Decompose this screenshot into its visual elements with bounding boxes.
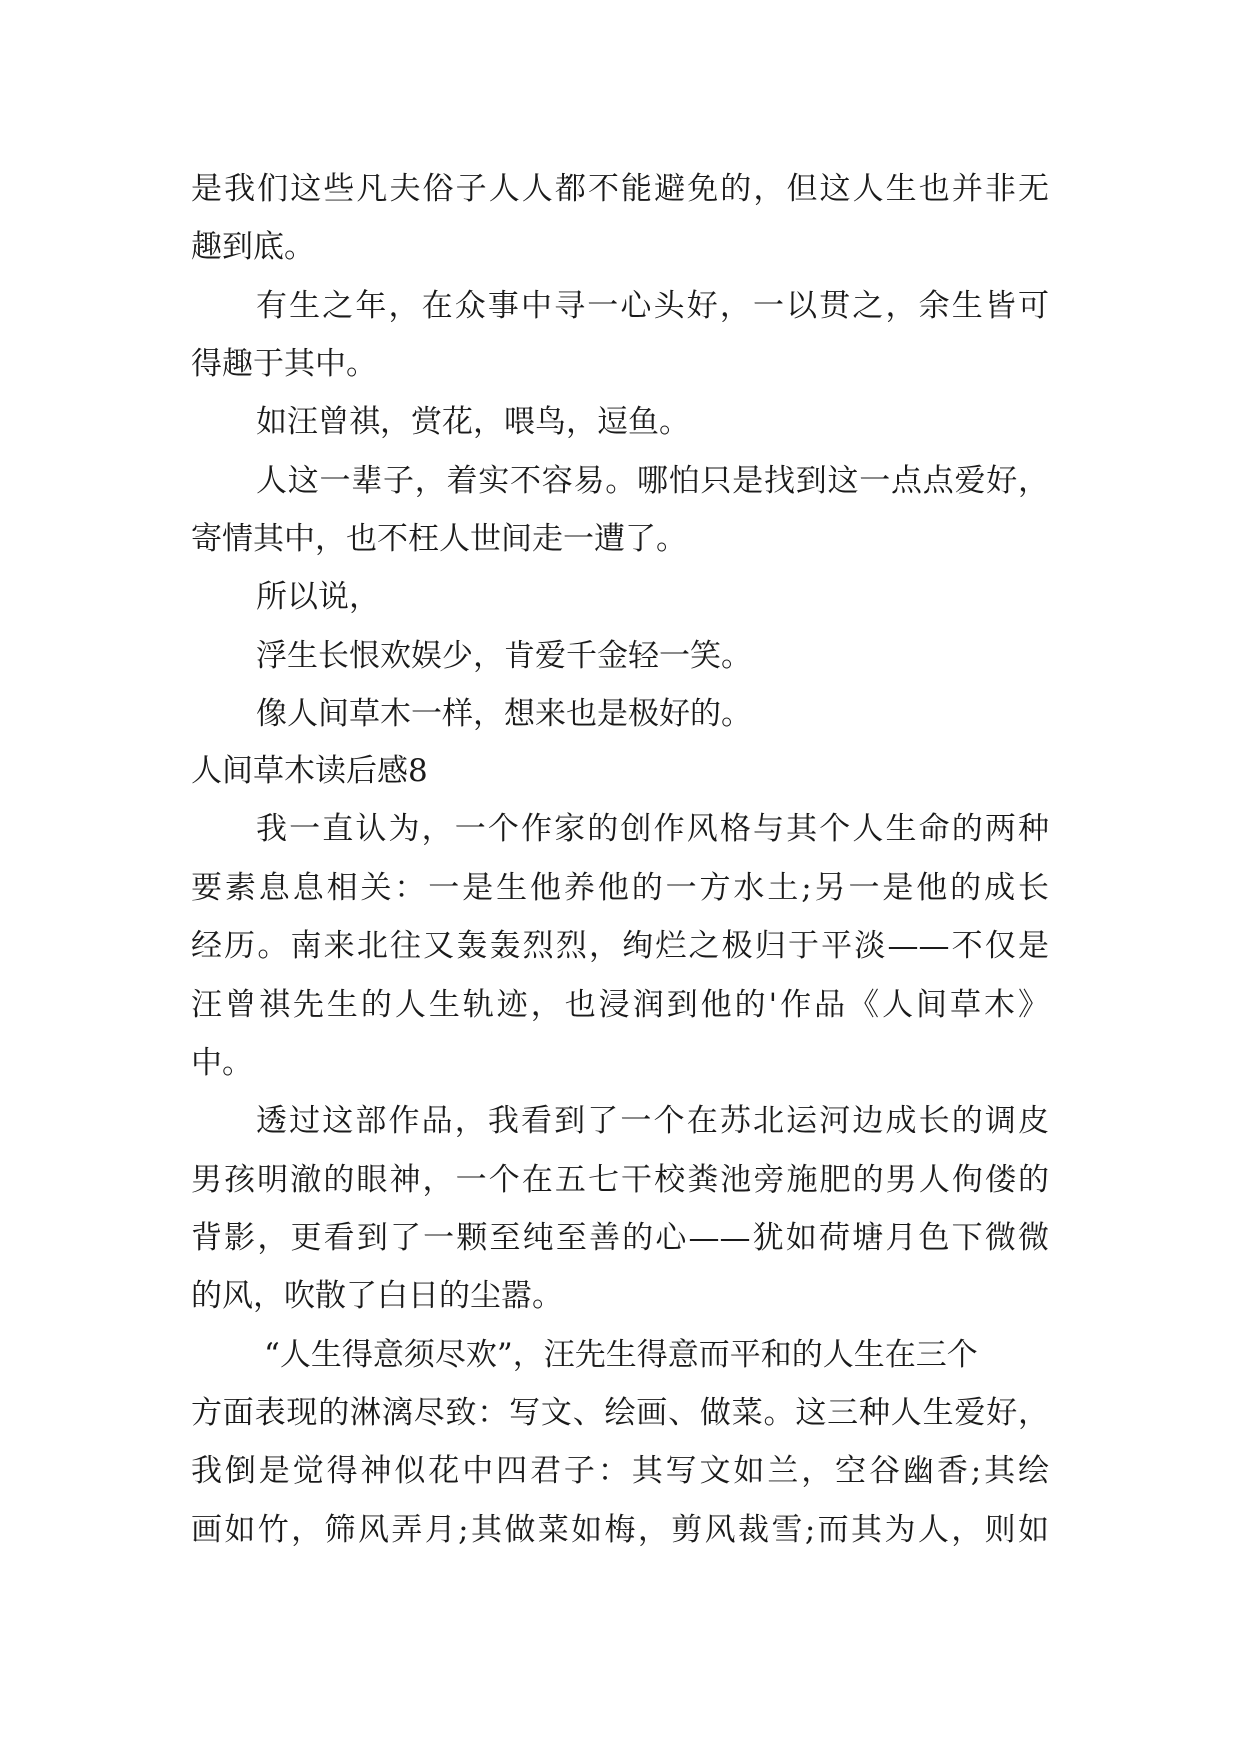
document-page: 是我们这些凡夫俗子人人都不能避免的，但这人生也并非无 趣到底。 有生之年，在众事中寻一心头好，一以贯之，余生皆可 得趣于其中。 如汪曾祺，赏花，喂鸟，逗鱼。 人这一辈子，着实不容易。哪怕只是找到这一点点爱好， 寄情其中，也不枉人世间走一遭了。 所以说， 浮生长恨欢娱少，肯爱千金轻一笑。 像人间草木一样，想来也是极好的。 人间草木读后感8 我一直认为，一个作家的创作风格与其个人生命的两种 要素息息相关：一是生他养他的一方水土;另一是他的成长 经历。南来北往又轰轰烈烈，绚烂之极归于平淡——不仅是 汪曾祺先生的人生轨迹，也浸润到他的'作品《人间草木》 中。 透过这部作品，我看到了一个在苏北运河边成长的调皮 男孩明澈的眼神，一个在五七干校粪池旁施肥的男人佝偻的 背影，更看到了一颗至纯至善的心——犹如荷塘月色下微微 的风，吹散了白日的尘嚣。 “人生得意须尽欢”，汪先生得意而平和的人生在三个 方面表现的淋漓尽致：写文、绘画、做菜。这三种人生爱好， 我倒是觉得神似花中四君子：其写文如兰，空谷幽香;其绘 画如竹，筛风弄月;其做菜如梅，剪风裁雪;而其为人，则如	[191, 171, 1049, 1548]
